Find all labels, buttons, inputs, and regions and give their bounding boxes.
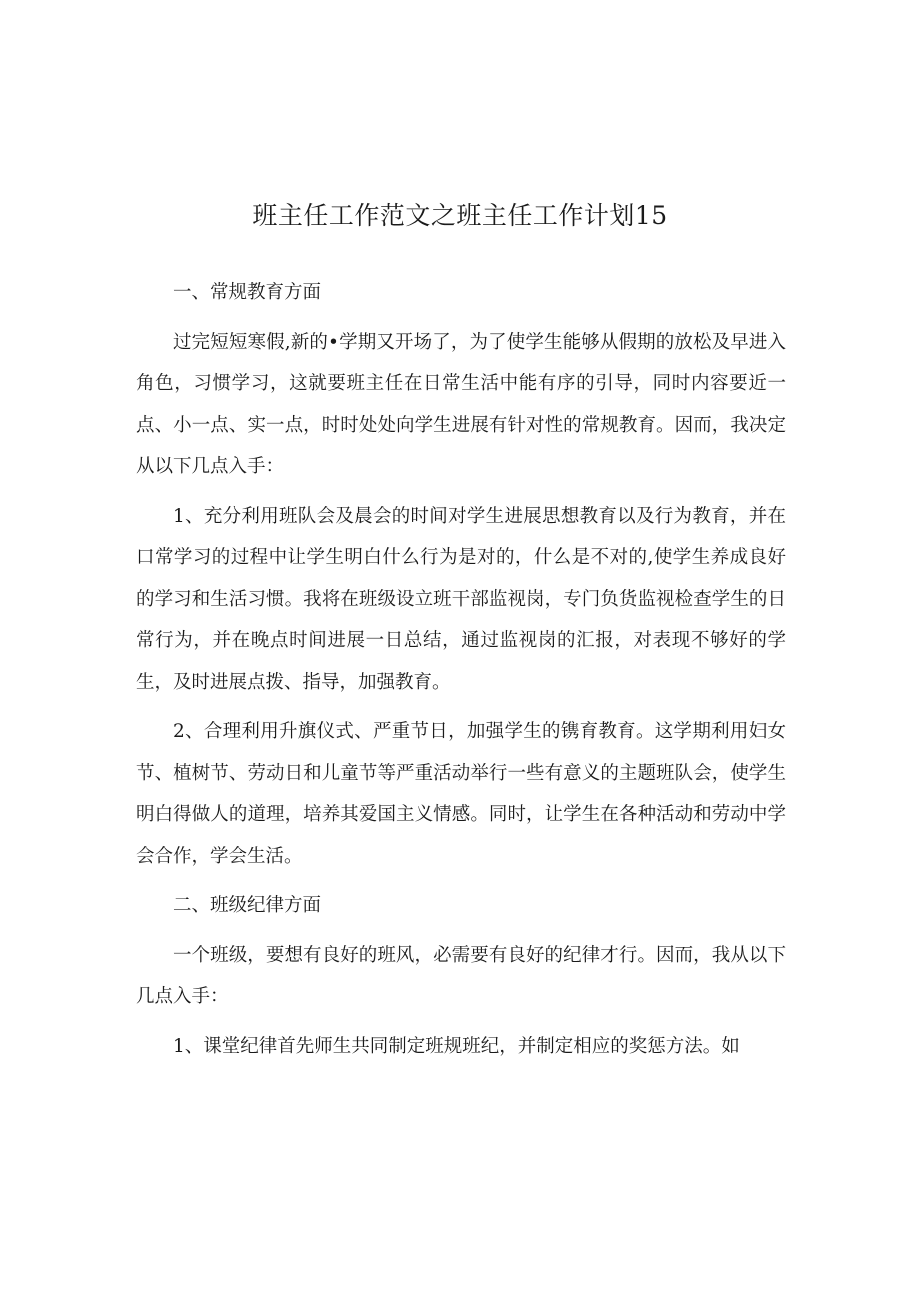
paragraph: 1、充分利用班队会及晨会的时间对学生进展思想教育以及行为教育，并在口常学习的过程中让学生明白什么行为是对的，什么是不对的,使学生养成良好的学习和生活习惯。我将在班级设立班干部监视岗，专门负货监视检查学生的日常行为，并在晚点时间进展一日总结，通过监视岗的汇报，对表现不够好的学生，及时进展点拨、指导，加强教育。 [136, 505, 786, 693]
paragraph: 2、合理利用升旗仪式、严重节日，加强学生的镌育教育。这学期利用妇女节、植树节、劳动日和儿童节等严重活动举行一些有意义的主题班队会，使学生明白得做人的道理，培养其爱国主义情感。同时，让学生在各种活动和劳动中学会合作，学会生活。 [136, 721, 786, 867]
section-heading: 一、常规教育方面 [173, 282, 322, 303]
document-title: 班主任工作范文之班主任工作计划15 [252, 201, 668, 230]
section-heading: 二、班级纪律方面 [173, 895, 322, 916]
document-body [136, 272, 786, 1075]
paragraph: 一个班级，要想有良好的班风，必需要有良好的纪律才行。因而，我从以下几点入手： [136, 944, 786, 1007]
paragraph: 1、课堂纪律首先师生共同制定班规班纪，并制定相应的奖惩方法。如 [173, 1035, 740, 1057]
paragraph: 过完短短寒假,新的•学期又开场了，为了使学生能够从假期的放松及早进入角色，习惯学习，这就要班主任在日常生活中能有序的引导，同时内容要近一点、小一点、实一点，时时处处向学生进展有针对性的常规教育。因而，我决定从以下几点入手： [136, 331, 786, 477]
